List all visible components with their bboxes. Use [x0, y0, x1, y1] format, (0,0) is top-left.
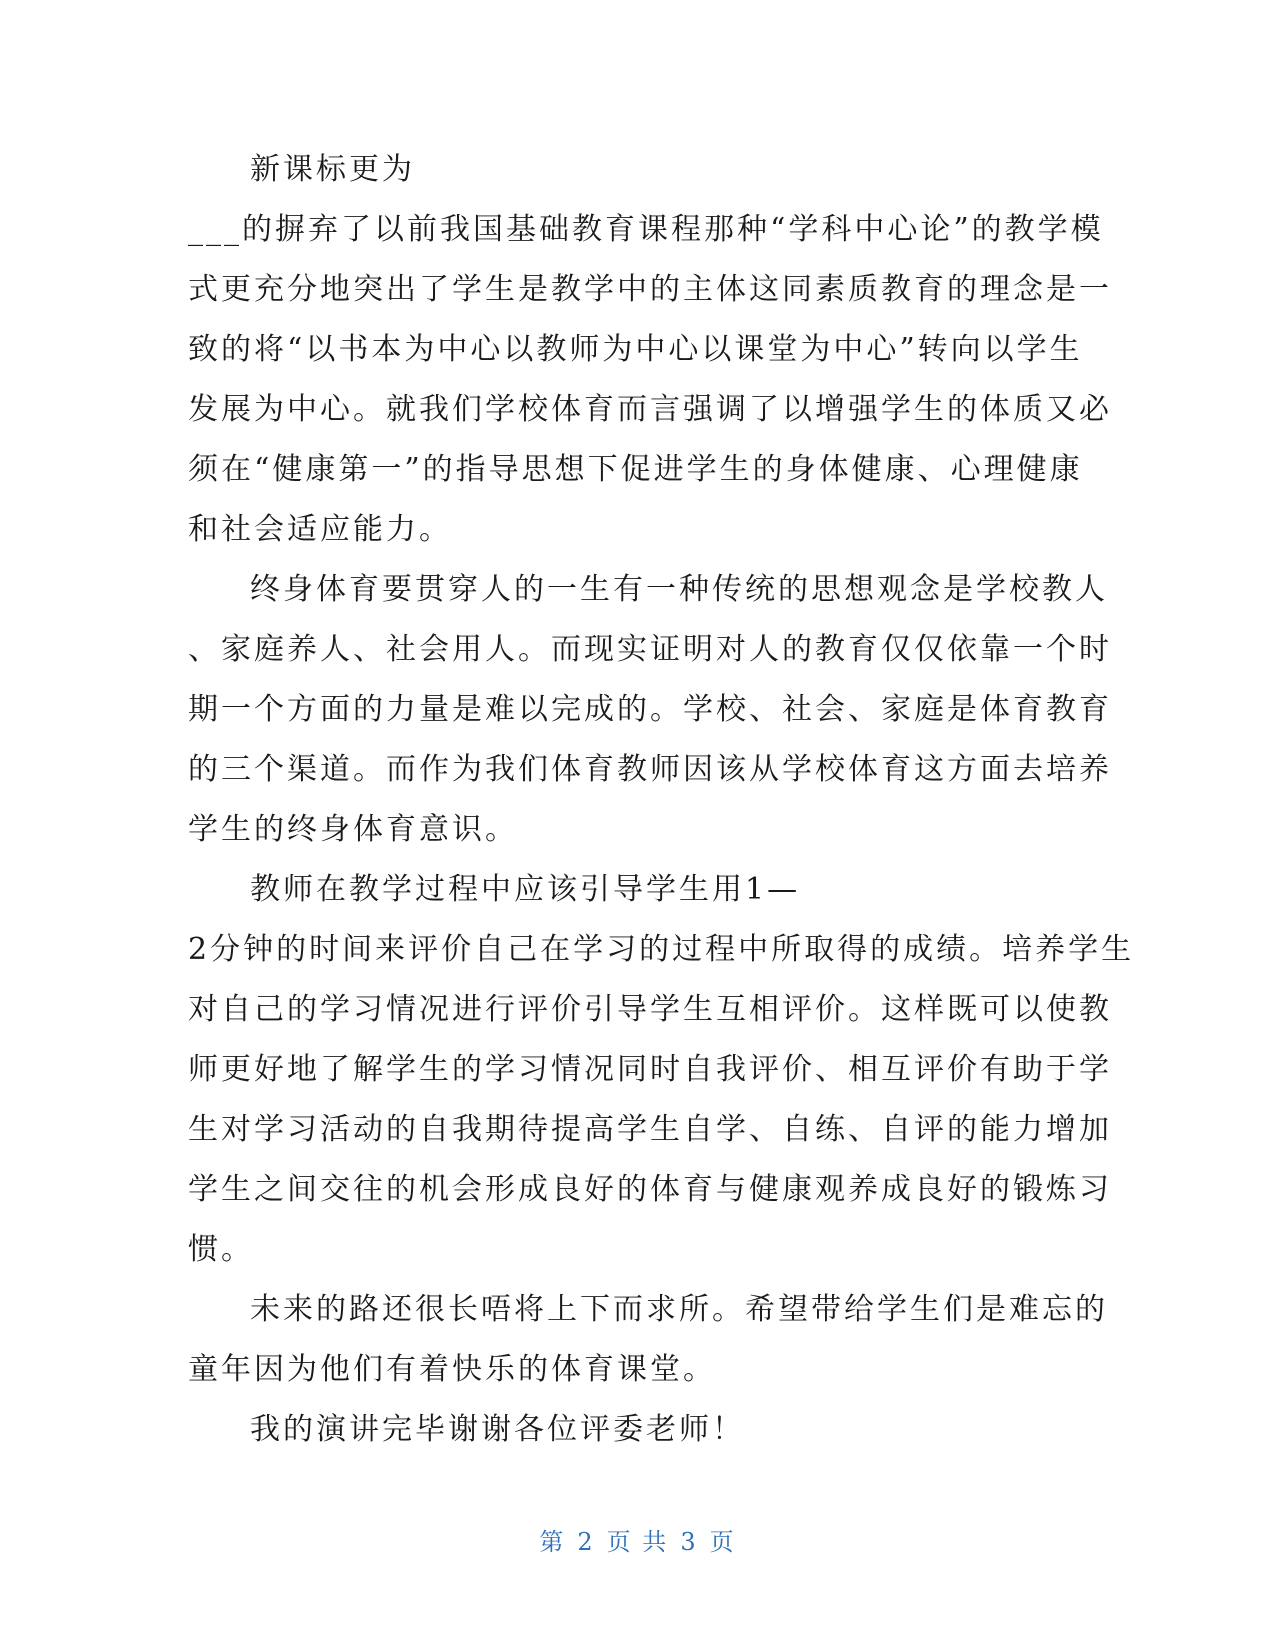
paragraph-line: 终身体育要贯穿人的一生有一种传统的思想观念是学校教人	[250, 572, 1108, 607]
document-body	[188, 140, 1135, 1460]
paragraph-1	[188, 140, 1112, 560]
paragraph-line: 、家庭养人、社会用人。而现实证明对人的教育仅仅依靠一个时	[188, 632, 1112, 667]
footer-label-page: 第	[539, 1528, 566, 1556]
paragraph-line: 师更好地了解学生的学习情况同时自我评价、相互评价有助于学	[188, 1052, 1112, 1087]
paragraph-line: 式更充分地突出了学生是教学中的主体这同素质教育的理念是一	[188, 272, 1112, 307]
paragraph-line: 生对学习活动的自我期待提高学生自学、自练、自评的能力增加	[188, 1112, 1112, 1147]
paragraph-line: 发展为中心。就我们学校体育而言强调了以增强学生的体质又必	[188, 392, 1112, 427]
paragraph-line: 童年因为他们有着快乐的体育课堂。	[188, 1352, 716, 1387]
paragraph-line: 学生之间交往的机会形成良好的体育与健康观养成良好的锻炼习	[188, 1172, 1112, 1207]
paragraph-line: 致的将“以书本为中心以教师为中心以课堂为中心”转向以学生	[188, 332, 1083, 367]
paragraph-4	[188, 1280, 1108, 1400]
paragraph-line: 惯。	[188, 1232, 254, 1267]
paragraph-3	[188, 860, 1135, 1280]
paragraph-5	[188, 1400, 1068, 1460]
footer-label-of: 页 共	[606, 1528, 669, 1556]
current-page-number: 2	[577, 1528, 595, 1556]
paragraph-line: 期一个方面的力量是难以完成的。学校、社会、家庭是体育教育	[188, 692, 1112, 727]
paragraph-line: 我的演讲完毕谢谢各位评委老师！	[250, 1412, 745, 1447]
footer-label-end: 页	[709, 1528, 736, 1556]
paragraph-line: ___的摒弃了以前我国基础教育课程那种“学科中心论”的教学模	[188, 212, 1104, 247]
paragraph-line: 新课标更为	[250, 152, 415, 187]
paragraph-line: 的三个渠道。而作为我们体育教师因该从学校体育这方面去培养	[188, 752, 1112, 787]
paragraph-line: 2分钟的时间来评价自己在学习的过程中所取得的成绩。培养学生	[188, 932, 1135, 967]
paragraph-line: 和社会适应能力。	[188, 512, 452, 547]
paragraph-line: 教师在教学过程中应该引导学生用1—	[250, 872, 801, 907]
paragraph-2	[188, 560, 1112, 860]
page-footer	[0, 1522, 1275, 1557]
paragraph-line: 对自己的学习情况进行评价引导学生互相评价。这样既可以使教	[188, 992, 1112, 1027]
total-pages-number: 3	[680, 1528, 698, 1556]
paragraph-line: 未来的路还很长唔将上下而求所。希望带给学生们是难忘的	[250, 1292, 1108, 1327]
paragraph-line: 须在“健康第一”的指导思想下促进学生的身体健康、心理健康	[188, 452, 1083, 487]
paragraph-line: 学生的终身体育意识。	[188, 812, 518, 847]
